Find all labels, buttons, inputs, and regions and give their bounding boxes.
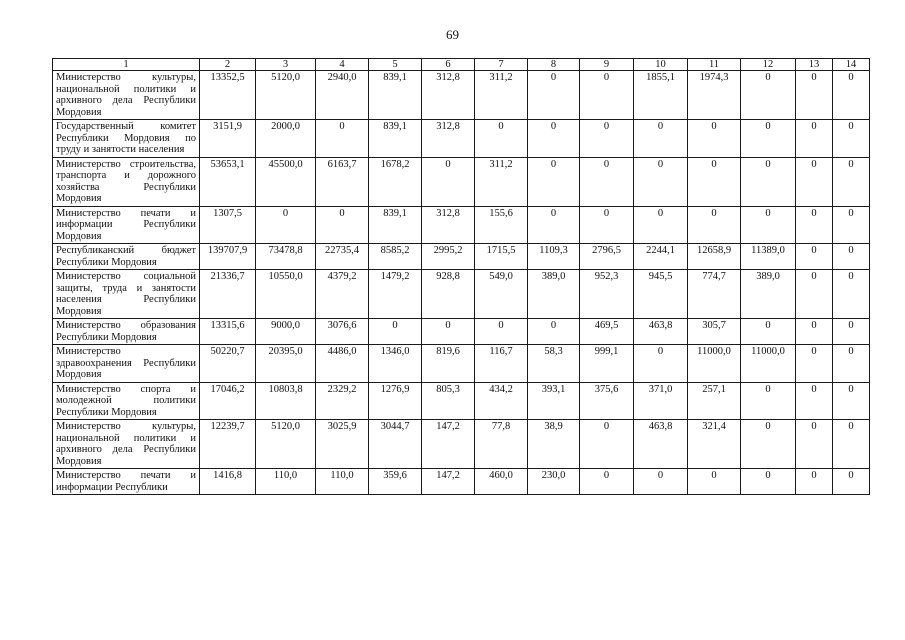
- value-cell: 311,2: [475, 157, 528, 206]
- column-header: 1: [53, 59, 200, 71]
- value-cell: 0: [833, 244, 870, 270]
- value-cell: 0: [796, 319, 833, 345]
- value-cell: 0: [634, 157, 688, 206]
- value-cell: 58,3: [528, 345, 580, 383]
- value-cell: 6163,7: [316, 157, 369, 206]
- value-cell: 1109,3: [528, 244, 580, 270]
- column-header: 6: [422, 59, 475, 71]
- column-header: 5: [369, 59, 422, 71]
- value-cell: 0: [796, 71, 833, 120]
- value-cell: 0: [316, 120, 369, 158]
- value-cell: 0: [741, 420, 796, 469]
- value-cell: 0: [796, 120, 833, 158]
- value-cell: 463,8: [634, 420, 688, 469]
- value-cell: 0: [580, 206, 634, 244]
- value-cell: 155,6: [475, 206, 528, 244]
- value-cell: 839,1: [369, 71, 422, 120]
- value-cell: 38,9: [528, 420, 580, 469]
- value-cell: 0: [688, 206, 741, 244]
- organization-name: Министерство печати и информации Республики: [53, 469, 200, 495]
- value-cell: 45500,0: [256, 157, 316, 206]
- value-cell: 928,8: [422, 270, 475, 319]
- value-cell: 20395,0: [256, 345, 316, 383]
- value-cell: 0: [796, 382, 833, 420]
- value-cell: 0: [796, 206, 833, 244]
- column-header: 3: [256, 59, 316, 71]
- column-header: 7: [475, 59, 528, 71]
- column-header: 12: [741, 59, 796, 71]
- value-cell: 0: [422, 319, 475, 345]
- value-cell: 0: [369, 319, 422, 345]
- budget-table: [52, 58, 870, 495]
- organization-name: Министерство социальной защиты, труда и занятости населения Республики Мордовия: [53, 270, 200, 319]
- organization-name: Министерство образования Республики Мордовия: [53, 319, 200, 345]
- value-cell: 110,0: [256, 469, 316, 495]
- value-cell: 1276,9: [369, 382, 422, 420]
- organization-name: Министерство спорта и молодежной политики Республики Мордовия: [53, 382, 200, 420]
- value-cell: 0: [316, 206, 369, 244]
- column-header: 10: [634, 59, 688, 71]
- value-cell: 0: [833, 157, 870, 206]
- value-cell: 0: [796, 469, 833, 495]
- value-cell: 230,0: [528, 469, 580, 495]
- value-cell: 0: [580, 420, 634, 469]
- value-cell: 0: [833, 319, 870, 345]
- table-row: [53, 382, 870, 420]
- value-cell: 0: [833, 382, 870, 420]
- value-cell: 371,0: [634, 382, 688, 420]
- value-cell: 0: [741, 319, 796, 345]
- value-cell: 945,5: [634, 270, 688, 319]
- value-cell: 952,3: [580, 270, 634, 319]
- value-cell: 0: [580, 71, 634, 120]
- column-header: 4: [316, 59, 369, 71]
- value-cell: 999,1: [580, 345, 634, 383]
- value-cell: 3025,9: [316, 420, 369, 469]
- value-cell: 0: [528, 71, 580, 120]
- column-header: 2: [200, 59, 256, 71]
- table-row: [53, 319, 870, 345]
- table-row: [53, 244, 870, 270]
- value-cell: 463,8: [634, 319, 688, 345]
- value-cell: 5120,0: [256, 71, 316, 120]
- value-cell: 0: [833, 206, 870, 244]
- value-cell: 2940,0: [316, 71, 369, 120]
- value-cell: 21336,7: [200, 270, 256, 319]
- value-cell: 2329,2: [316, 382, 369, 420]
- value-cell: 110,0: [316, 469, 369, 495]
- value-cell: 0: [833, 120, 870, 158]
- value-cell: 0: [580, 120, 634, 158]
- organization-name: Республиканский бюджет Республики Мордовия: [53, 244, 200, 270]
- value-cell: 139707,9: [200, 244, 256, 270]
- value-cell: 0: [580, 157, 634, 206]
- table-row: [53, 206, 870, 244]
- value-cell: 375,6: [580, 382, 634, 420]
- value-cell: 359,6: [369, 469, 422, 495]
- value-cell: 549,0: [475, 270, 528, 319]
- value-cell: 0: [634, 120, 688, 158]
- value-cell: 0: [256, 206, 316, 244]
- value-cell: 0: [528, 120, 580, 158]
- value-cell: 1479,2: [369, 270, 422, 319]
- value-cell: 0: [528, 206, 580, 244]
- value-cell: 0: [796, 157, 833, 206]
- value-cell: 0: [741, 120, 796, 158]
- value-cell: 50220,7: [200, 345, 256, 383]
- value-cell: 0: [833, 345, 870, 383]
- value-cell: 3076,6: [316, 319, 369, 345]
- value-cell: 0: [741, 469, 796, 495]
- value-cell: 1346,0: [369, 345, 422, 383]
- value-cell: 839,1: [369, 206, 422, 244]
- value-cell: 0: [796, 244, 833, 270]
- value-cell: 0: [741, 157, 796, 206]
- value-cell: 0: [688, 157, 741, 206]
- value-cell: 1715,5: [475, 244, 528, 270]
- column-header: 8: [528, 59, 580, 71]
- organization-name: Государственный комитет Республики Мордовия по труду и занятости населения: [53, 120, 200, 158]
- value-cell: 469,5: [580, 319, 634, 345]
- page-number: 69: [446, 27, 459, 42]
- value-cell: 1416,8: [200, 469, 256, 495]
- value-cell: 321,4: [688, 420, 741, 469]
- value-cell: 312,8: [422, 120, 475, 158]
- value-cell: 2000,0: [256, 120, 316, 158]
- value-cell: 1307,5: [200, 206, 256, 244]
- table-row: [53, 345, 870, 383]
- value-cell: 0: [528, 319, 580, 345]
- value-cell: 312,8: [422, 206, 475, 244]
- column-header: 9: [580, 59, 634, 71]
- value-cell: 0: [741, 71, 796, 120]
- organization-name: Министерство культуры, национальной политики и архивного дела Республики Мордовия: [53, 71, 200, 120]
- value-cell: 0: [528, 157, 580, 206]
- value-cell: 0: [634, 206, 688, 244]
- table-row: [53, 469, 870, 495]
- value-cell: 116,7: [475, 345, 528, 383]
- value-cell: 389,0: [528, 270, 580, 319]
- value-cell: 0: [475, 120, 528, 158]
- value-cell: 434,2: [475, 382, 528, 420]
- value-cell: 805,3: [422, 382, 475, 420]
- value-cell: 8585,2: [369, 244, 422, 270]
- value-cell: 147,2: [422, 469, 475, 495]
- header-row: [53, 59, 870, 71]
- column-header: 13: [796, 59, 833, 71]
- value-cell: 305,7: [688, 319, 741, 345]
- value-cell: 13352,5: [200, 71, 256, 120]
- value-cell: 460,0: [475, 469, 528, 495]
- value-cell: 819,6: [422, 345, 475, 383]
- value-cell: 0: [833, 469, 870, 495]
- value-cell: 0: [634, 345, 688, 383]
- value-cell: 0: [580, 469, 634, 495]
- value-cell: 9000,0: [256, 319, 316, 345]
- value-cell: 53653,1: [200, 157, 256, 206]
- value-cell: 0: [741, 206, 796, 244]
- value-cell: 3044,7: [369, 420, 422, 469]
- value-cell: 11389,0: [741, 244, 796, 270]
- value-cell: 0: [475, 319, 528, 345]
- value-cell: 0: [688, 120, 741, 158]
- value-cell: 1678,2: [369, 157, 422, 206]
- value-cell: 0: [634, 469, 688, 495]
- value-cell: 0: [833, 420, 870, 469]
- value-cell: 2995,2: [422, 244, 475, 270]
- value-cell: 0: [796, 345, 833, 383]
- value-cell: 0: [833, 270, 870, 319]
- value-cell: 1974,3: [688, 71, 741, 120]
- organization-name: Министерство строительства, транспорта и дорожного хозяйства Республики Мордовия: [53, 157, 200, 206]
- value-cell: 0: [422, 157, 475, 206]
- table-row: [53, 120, 870, 158]
- value-cell: 257,1: [688, 382, 741, 420]
- value-cell: 10550,0: [256, 270, 316, 319]
- table-row: [53, 420, 870, 469]
- value-cell: 12658,9: [688, 244, 741, 270]
- table-row: [53, 71, 870, 120]
- value-cell: 11000,0: [741, 345, 796, 383]
- value-cell: 3151,9: [200, 120, 256, 158]
- value-cell: 0: [741, 382, 796, 420]
- organization-name: Министерство печати и информации Республики Мордовия: [53, 206, 200, 244]
- value-cell: 312,8: [422, 71, 475, 120]
- column-header: 11: [688, 59, 741, 71]
- value-cell: 2796,5: [580, 244, 634, 270]
- value-cell: 393,1: [528, 382, 580, 420]
- value-cell: 17046,2: [200, 382, 256, 420]
- table-row: [53, 157, 870, 206]
- value-cell: 0: [796, 270, 833, 319]
- column-header: 14: [833, 59, 870, 71]
- value-cell: 839,1: [369, 120, 422, 158]
- value-cell: 389,0: [741, 270, 796, 319]
- value-cell: 311,2: [475, 71, 528, 120]
- value-cell: 4379,2: [316, 270, 369, 319]
- value-cell: 73478,8: [256, 244, 316, 270]
- table-row: [53, 270, 870, 319]
- value-cell: 12239,7: [200, 420, 256, 469]
- value-cell: 13315,6: [200, 319, 256, 345]
- value-cell: 774,7: [688, 270, 741, 319]
- value-cell: 147,2: [422, 420, 475, 469]
- value-cell: 0: [833, 71, 870, 120]
- value-cell: 77,8: [475, 420, 528, 469]
- organization-name: Министерство культуры, национальной политики и архивного дела Республики Мордовия: [53, 420, 200, 469]
- organization-name: Министерство здравоохранения Республики Мордовия: [53, 345, 200, 383]
- value-cell: 1855,1: [634, 71, 688, 120]
- value-cell: 0: [688, 469, 741, 495]
- value-cell: 0: [796, 420, 833, 469]
- value-cell: 10803,8: [256, 382, 316, 420]
- value-cell: 2244,1: [634, 244, 688, 270]
- value-cell: 4486,0: [316, 345, 369, 383]
- value-cell: 11000,0: [688, 345, 741, 383]
- value-cell: 22735,4: [316, 244, 369, 270]
- value-cell: 5120,0: [256, 420, 316, 469]
